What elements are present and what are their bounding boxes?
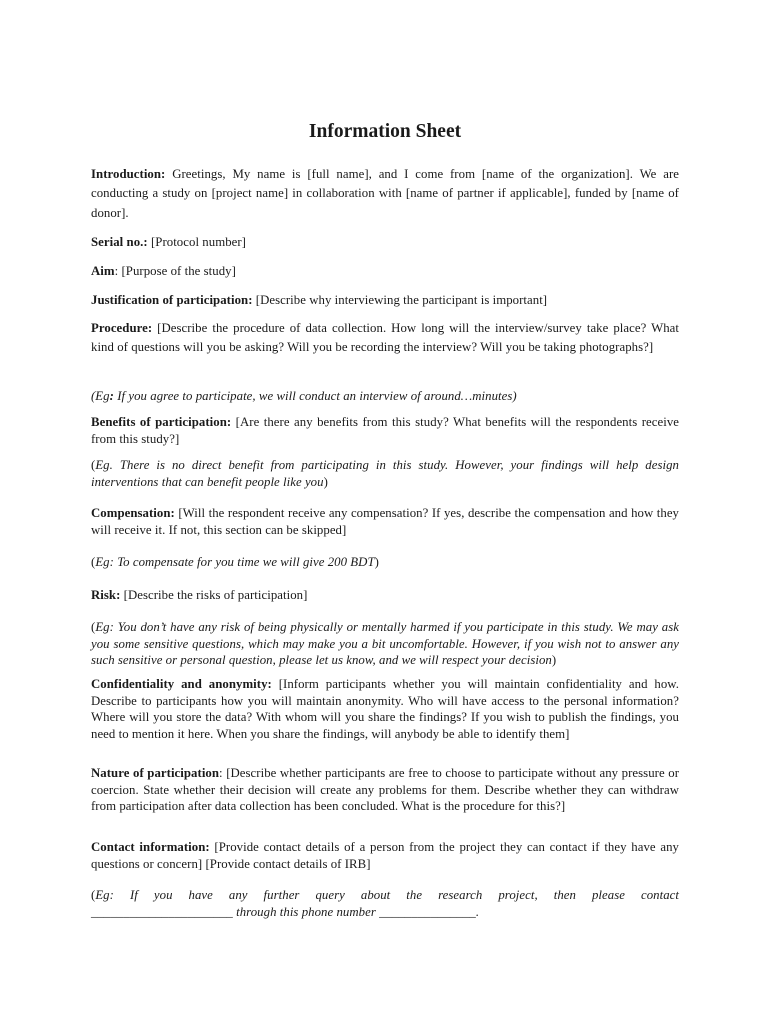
procedure-text: [Describe the procedure of data collection. How long will the interview/survey take place? What kind of questions will you be asking? Will you be recording the interview? Will you be taking photographs?] xyxy=(91,321,679,355)
risk-example-open: ( xyxy=(91,620,96,634)
confidentiality-text: [Inform participants whether you will maintain confidentiality and how. Describe to participants how you will maintain anonymity. Who will have access to the personal information? Where will you store the data? With whom will you share the findings? If you wish to publish the findings, you need to mention it here. When you share the findings, will anybody be able to identify them] xyxy=(91,677,679,741)
introduction-paragraph xyxy=(91,165,679,223)
compensation-example-close: ) xyxy=(374,555,379,569)
risk-example xyxy=(91,619,679,669)
compensation-label: Compensation: xyxy=(91,506,175,520)
aim-label: Aim xyxy=(91,264,115,278)
page-title: Information Sheet xyxy=(308,121,462,142)
benefits-text: [Are there any benefits from this study? What benefits will the respondents receive from this study?] xyxy=(91,415,679,446)
justification-label: Justification of participation: xyxy=(91,293,253,307)
benefits-paragraph xyxy=(91,414,679,447)
contact-example-open: ( xyxy=(91,888,96,902)
risk-text: [Describe the risks of participation] xyxy=(120,588,308,602)
benefits-label: Benefits of participation: xyxy=(91,415,232,429)
procedure-label: Procedure: xyxy=(91,321,153,335)
aim-text: : [Purpose of the study] xyxy=(114,264,236,278)
serial-no-text: [Protocol number] xyxy=(147,235,246,249)
contact-label: Contact information: xyxy=(91,840,210,854)
confidentiality-label: Confidentiality and anonymity: xyxy=(91,677,272,691)
benefits-example-text: Eg. There is no direct benefit from participating in this study. However, your findings will help design interventions that can benefit people like you xyxy=(91,458,679,489)
compensation-example-open: ( xyxy=(91,555,96,569)
aim-paragraph xyxy=(91,262,679,281)
compensation-example xyxy=(91,554,679,571)
risk-label: Risk: xyxy=(91,588,121,602)
confidentiality-paragraph xyxy=(91,676,679,742)
contact-example-line2: ______________________ through this phone number _______________. xyxy=(91,905,480,919)
benefits-example-close: ) xyxy=(323,474,328,489)
compensation-text: [Will the respondent receive any compensation? If yes, describe the compensation and how they will receive it. If not, this section can be skipped] xyxy=(91,506,679,537)
contact-paragraph xyxy=(91,839,679,872)
contact-example-line1: Eg: If you have any further query about the research project, then please contact xyxy=(95,888,679,902)
compensation-example-text: Eg: To compensate for you time we will give 200 BDT xyxy=(95,555,375,569)
justification-text: [Describe why interviewing the participant is important] xyxy=(252,293,548,307)
nature-paragraph xyxy=(91,765,679,815)
procedure-example-colon: : xyxy=(109,389,114,403)
procedure-example xyxy=(91,387,679,406)
benefits-example xyxy=(91,457,679,490)
risk-example-text: Eg: You don’t have any risk of being physically or mentally harmed if you participate in this study. We may ask you some sensitive questions, which may make you a bit uncomfortable. However, if you wish not to answer any such sensitive or personal question, please let us know, and we will respect your decision xyxy=(91,620,679,668)
risk-paragraph xyxy=(91,587,679,604)
serial-no-paragraph xyxy=(91,233,679,252)
introduction-text: Greetings, My name is [full name], and I come from [name of the organization]. We are conducting a study on [project name] in collaboration with [name of partner if applicable], funded by [name of donor]. xyxy=(91,167,679,220)
nature-text: : [Describe whether participants are free to choose to participate without any pressure or coercion. State whether their decision will create any problems for them. Describe whether they can withdraw from participation after data collection has been concluded. What is the procedure for this?] xyxy=(91,766,679,814)
risk-example-close: ) xyxy=(551,653,557,668)
compensation-paragraph xyxy=(91,505,679,538)
nature-label: Nature of participation xyxy=(91,766,220,780)
contact-example xyxy=(91,887,679,904)
serial-no-label: Serial no.: xyxy=(91,235,148,249)
procedure-example-text: If you agree to participate, we will conduct an interview of around…minutes) xyxy=(113,389,517,403)
benefits-example-open: ( xyxy=(91,458,96,472)
contact-text: [Provide contact details of a person from the project they can contact if they have any questions or concern] [Provide contact details of IRB] xyxy=(91,840,679,871)
justification-paragraph xyxy=(91,291,679,310)
procedure-example-open: (Eg xyxy=(91,389,110,403)
introduction-label: Introduction: xyxy=(91,167,166,181)
procedure-paragraph xyxy=(91,319,679,358)
